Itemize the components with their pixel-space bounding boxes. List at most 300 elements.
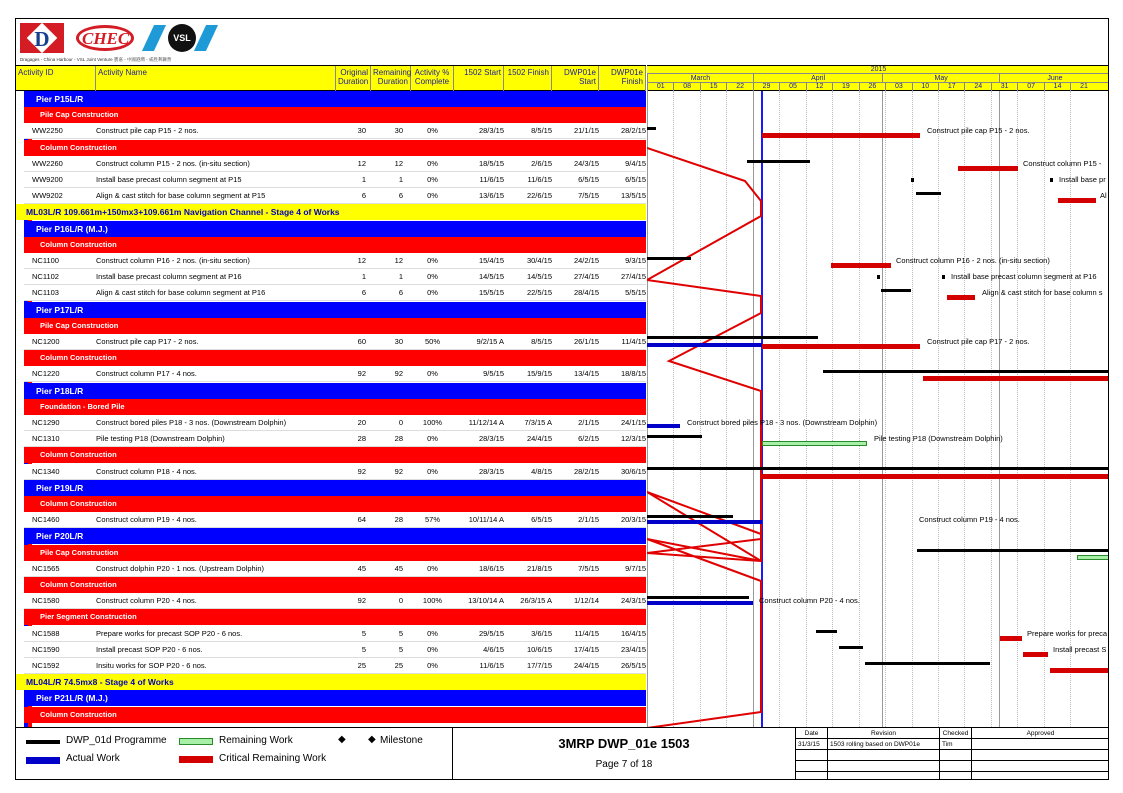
cell-df: 24/3/15 [620,596,646,606]
revision-cell: 31/3/15 [796,739,828,750]
gantt-bar-crit[interactable] [958,166,1018,171]
gantt-bar-label: Construct column P15 - [1023,158,1102,168]
cell-pct: 0% [427,369,438,379]
cell-pct: 0% [427,628,438,638]
milestone-mark[interactable] [877,275,880,279]
cell-id: NC1103 [32,288,59,298]
cell-pct: 0% [427,191,438,201]
revision-cell [828,772,940,780]
cell-rem: 6 [398,191,403,201]
cell-orig: 45 [357,563,366,573]
cell-id: NC1290 [32,418,60,427]
cell-orig: 28 [357,434,366,444]
gantt-bar-actual[interactable] [647,601,753,605]
cell-orig: 92 [357,596,366,606]
cell-f1502: 30/4/15 [526,256,552,265]
gantt-bar-prog[interactable] [839,646,863,649]
cell-pct: 0% [427,466,438,476]
gantt-bar-prog[interactable] [865,662,990,665]
gantt-bar-prog[interactable] [647,336,818,339]
revision-cell [940,772,972,780]
cell-id: NC1590 [32,644,60,654]
cell-ds: 28/4/15 [573,288,599,298]
timescale-week: 14 [1044,83,1070,91]
gantt-bar-crit[interactable] [831,263,891,268]
gantt-bar-prog[interactable] [647,515,733,518]
cell-s1502: 9/5/15 [483,369,504,379]
cell-df: 26/5/15 [620,661,646,670]
col-activity-name[interactable]: Activity Name [96,66,336,91]
gantt-bar-label: Install base pr [1059,175,1106,184]
timescale-week: 03 [885,83,911,91]
timescale-week: 15 [700,83,726,91]
cell-ds: 26/1/15 [573,337,599,346]
timescale-month: March [647,74,753,83]
gantt-bar-label: Construct column P20 - 4 nos. [759,596,860,606]
timescale-week: 22 [726,83,752,91]
cell-ds: 6/5/15 [578,175,599,184]
gantt-bar-prog[interactable] [647,435,702,438]
cell-pct: 100% [422,596,443,606]
timescale [647,65,1109,91]
wbs-stage-band[interactable] [16,674,646,690]
cell-ds: 2/1/15 [578,515,599,525]
cell-rem: 6 [398,288,403,298]
wbs-pier-band[interactable] [24,383,646,399]
gantt-bar-prog[interactable] [747,160,810,163]
cell-s1502: 11/12/14 A [468,418,504,427]
gantt-bar-crit[interactable] [1023,652,1048,657]
gantt-bar-crit[interactable] [762,344,920,349]
band-label: Pier P19L/R [36,482,84,493]
revision-cell [940,761,972,772]
cell-name: Construct column P19 - 4 nos. [96,515,197,525]
wbs-pier-band[interactable] [24,690,646,706]
cell-orig: 1 [361,272,366,282]
cell-f1502: 3/6/15 [531,628,552,638]
cell-s1502: 14/5/15 [478,272,504,282]
cell-pct: 0% [427,256,438,265]
column-header [16,65,646,91]
cell-rem: 5 [398,644,403,654]
band-label: Pier P16L/R (M.J.) [36,223,108,234]
gantt-bar-label: Construct pile cap P15 - 2 nos. [927,126,1030,136]
activity-row[interactable] [24,593,646,609]
legend-programme-swatch [26,740,60,744]
revision-header: Approved [972,728,1109,739]
cell-orig: 30 [357,126,366,136]
band-label: Pile Cap Construction [40,320,119,330]
milestone-mark[interactable] [942,275,945,279]
cell-orig: 20 [357,418,366,427]
gantt-bar-crit[interactable] [762,133,920,138]
band-label: Column Construction [40,239,117,249]
cell-name: Construct column P17 - 4 nos. [96,369,197,379]
cell-f1502: 4/8/15 [531,466,552,476]
activity-row[interactable] [24,188,646,204]
gantt-bar-crit[interactable] [1000,636,1022,641]
milestone-mark[interactable] [1050,178,1053,182]
band-label: Pier P15L/R [36,94,84,104]
cell-df: 24/1/15 [620,418,646,427]
activity-row[interactable] [24,658,646,674]
dragages-logo-letter: D [34,27,50,51]
gantt-chart-area [647,91,1109,727]
cell-rem: 1 [398,272,403,282]
cell-ds: 17/4/15 [573,644,599,654]
activity-row[interactable] [24,285,646,301]
cell-orig: 6 [361,288,366,298]
cell-rem: 12 [394,256,403,265]
band-label: Pier Segment Construction [40,612,137,622]
wbs-work-band[interactable] [24,707,646,723]
gantt-bar-prog[interactable] [647,467,1109,470]
cell-rem: 25 [394,661,403,670]
cell-df: 5/5/15 [625,288,646,298]
revision-cell [972,750,1109,761]
cell-id: NC1340 [32,466,60,476]
activity-row[interactable] [24,464,646,480]
revision-cell: 1503 rolling based on DWP01e [828,739,940,750]
cell-f1502: 22/5/15 [526,288,552,298]
cell-ds: 24/2/15 [573,256,599,265]
band-label: Pier P17L/R [36,304,84,315]
wbs-work-band[interactable] [24,350,646,366]
revision-header: Date [796,728,828,739]
revision-header: Revision [828,728,940,739]
col-1502-finish[interactable]: 1502 Finish [504,66,552,91]
cell-orig: 12 [357,256,366,265]
band-label: Pile Cap Construction [40,110,119,120]
gantt-bar-label: Install base precast column segment at P16 [951,272,1097,282]
revision-cell [828,761,940,772]
activity-row[interactable] [24,415,646,431]
timescale-week: 12 [806,83,832,91]
cell-pct: 100% [422,418,443,427]
cell-id: WW9200 [32,175,63,184]
activity-row[interactable] [24,431,646,447]
band-label: Pier P18L/R [36,385,84,396]
cell-df: 13/5/15 [620,191,646,201]
gantt-bar-crit[interactable] [1058,198,1096,203]
cell-f1502: 8/5/15 [531,126,552,136]
col-original-duration[interactable]: Original Duration [336,66,371,91]
cell-df: 23/4/15 [620,644,646,654]
col-activity-id[interactable]: Activity ID [16,66,96,91]
cell-pct: 0% [427,158,438,168]
cell-rem: 0 [398,596,403,606]
timescale-week: 29 [753,83,779,91]
gantt-bar-crit[interactable] [1050,668,1109,673]
wbs-work-band[interactable] [24,545,646,561]
cell-f1502: 24/4/15 [526,434,552,444]
timescale-week: 05 [779,83,805,91]
dragages-logo [20,23,64,53]
cell-ds: 24/3/15 [573,158,599,168]
logo-strip [16,19,656,65]
cell-rem: 0 [398,418,403,427]
cell-rem: 28 [394,515,403,525]
cell-rem: 30 [394,337,403,346]
cell-f1502: 6/5/15 [531,515,552,525]
timescale-week: 19 [832,83,858,91]
timescale-week: 24 [964,83,990,91]
cell-pct: 0% [427,661,438,670]
cell-s1502: 13/6/15 [478,191,504,201]
gantt-bar-remain[interactable] [1077,555,1109,560]
cell-df: 30/6/15 [620,466,646,476]
wbs-work-band[interactable] [24,496,646,512]
milestone-mark[interactable] [911,178,914,182]
col-1502-start[interactable]: 1502 Start [454,66,504,91]
col-pct-complete[interactable]: Activity % Complete [411,66,454,91]
cell-name: Construct column P20 - 4 nos. [96,596,197,606]
activity-row[interactable] [24,366,646,382]
gantt-bar-prog[interactable] [647,127,656,130]
band-label: ML04L/R 74.5mx8 - Stage 4 of Works [26,677,174,688]
cell-pct: 0% [427,434,438,444]
wbs-pier-band[interactable] [24,302,646,318]
cell-id: NC1100 [32,256,59,265]
band-label: Column Construction [40,142,117,152]
cell-rem: 92 [394,369,403,379]
revision-cell [972,772,1109,780]
cell-s1502: 11/6/15 [479,175,504,184]
cell-name: Construct column P15 - 2 nos. (in-situ section) [96,158,250,168]
gantt-bar-prog[interactable] [916,192,941,195]
footer [16,727,1109,780]
revision-cell [940,750,972,761]
cell-id: NC1220 [32,369,60,379]
cell-s1502: 13/10/14 A [468,596,504,606]
cell-df: 12/3/15 [620,434,646,444]
cell-pct: 57% [424,515,440,525]
activity-row[interactable] [24,561,646,577]
cell-f1502: 8/5/15 [531,337,552,346]
cell-s1502: 9/2/15 A [476,337,504,346]
cell-df: 18/8/15 [620,369,646,379]
gantt-bar-actual[interactable] [647,343,762,347]
cell-orig: 5 [361,644,366,654]
band-label: Pile Cap Construction [40,547,119,557]
gantt-bar-prog[interactable] [647,596,749,599]
cell-pct: 0% [427,644,438,654]
cell-id: NC1200 [32,337,60,346]
revision-table [796,728,1109,780]
legend-milestone-icon: ◆ [368,734,376,745]
cell-rem: 12 [394,158,403,168]
timescale-week: 17 [938,83,964,91]
vsl-logo-text: VSL [168,24,196,52]
wbs-work-band[interactable] [24,237,646,253]
cell-name: Construct column P16 - 2 nos. (in-situ section) [96,256,250,265]
wbs-work-band[interactable] [24,140,646,156]
wbs-pier-band[interactable] [24,528,646,544]
revision-cell: Tim [940,739,972,750]
diamond-icon: ◆ [338,734,346,745]
cell-id: WW2250 [32,126,63,136]
timescale-week: 31 [991,83,1017,91]
cell-name: Pile testing P18 (Downstream Dolphin) [96,434,225,444]
cell-orig: 12 [357,158,366,168]
cell-name: Install base precast column segment at P15 [96,175,242,184]
cell-name: Construct pile cap P17 - 2 nos. [96,337,199,346]
legend-critical: Critical Remaining Work [219,753,327,764]
legend-remaining-swatch [179,738,213,745]
legend-actual-swatch [26,757,60,764]
cell-rem: 92 [394,466,403,476]
cell-ds: 7/5/15 [578,191,599,201]
cell-orig: 1 [361,175,366,184]
activity-row[interactable] [24,156,646,172]
gantt-bar-prog[interactable] [823,370,1109,373]
band-label: Column Construction [40,450,117,460]
cell-id: NC1102 [32,272,59,282]
wbs-pier-band[interactable] [24,480,646,496]
gantt-bar-remain[interactable] [762,441,867,446]
page-number: Page 7 of 18 [595,759,653,770]
cell-f1502: 7/3/15 A [524,418,552,427]
cell-orig: 64 [357,515,366,525]
cell-name: Prepare works for precast SOP P20 - 6 nos. [96,628,243,638]
cell-df: 27/4/15 [620,272,646,282]
timescale-week: 26 [859,83,885,91]
title-block [452,728,796,780]
cell-pct: 50% [424,337,440,346]
cell-ds: 1/12/14 [573,596,599,606]
wbs-work-band[interactable] [24,107,646,123]
timescale-year: 2015 [647,66,1109,74]
cell-rem: 28 [394,434,403,444]
cell-ds: 7/5/15 [578,563,599,573]
cell-f1502: 15/9/15 [526,369,552,379]
activity-row[interactable] [24,269,646,285]
cell-s1502: 18/6/15 [478,563,504,573]
cell-id: WW9202 [32,191,63,201]
gantt-bar-label: Construct bored piles P18 - 3 nos. (Downstream Dolphin) [687,418,878,427]
activity-row[interactable] [24,123,646,139]
band-label: Pier P21L/R (M.J.) [36,693,108,704]
cell-s1502: 28/3/15 [478,466,504,476]
band-label: Column Construction [40,499,117,508]
wbs-work-band[interactable] [24,447,646,463]
cell-f1502: 14/5/15 [526,272,552,282]
gantt-bar-prog[interactable] [917,549,1109,552]
wbs-work-band[interactable] [24,399,646,415]
cell-df: 16/4/15 [620,628,646,638]
cell-s1502: 18/5/15 [478,158,504,168]
cell-id: WW2260 [32,158,63,168]
activity-row[interactable] [24,642,646,658]
gantt-bar-label: Pile testing P18 (Downstream Dolphin) [874,434,1003,444]
cell-id: NC1460 [32,515,60,525]
gantt-bar-prog[interactable] [881,289,911,292]
cell-name: Construct pile cap P15 - 2 nos. [96,126,199,136]
activity-row[interactable] [24,512,646,528]
band-label: Column Construction [40,709,117,719]
cell-name: Install precast SOP P20 - 6 nos. [96,644,203,654]
cell-pct: 0% [427,272,438,282]
cell-id: NC1565 [32,563,60,573]
cell-orig: 5 [361,628,366,638]
cell-id: NC1588 [32,628,60,638]
gantt-bar-prog[interactable] [816,630,837,633]
cell-s1502: 28/3/15 [478,126,504,136]
cell-ds: 6/2/15 [578,434,599,444]
revision-header: Checked [940,728,972,739]
wbs-work-band[interactable] [24,577,646,593]
wbs-work-band[interactable] [24,318,646,334]
gantt-bar-actual[interactable] [647,520,762,524]
gantt-bar-label: Install precast S [1053,644,1107,654]
cell-f1502: 2/6/15 [531,158,552,168]
gantt-bar-crit[interactable] [923,376,1109,381]
cell-name: Insitu works for SOP P20 - 6 nos. [96,661,207,670]
band-label: Column Construction [40,353,117,363]
cell-ds: 28/2/15 [573,466,599,476]
gantt-bar-label: Construct column P16 - 2 nos. (in-situ section) [896,256,1050,265]
legend-programme: DWP_01d Programme [66,735,167,746]
cell-df: 9/4/15 [625,158,646,168]
wbs-pier-band[interactable] [24,221,646,237]
gantt-bar-prog[interactable] [647,257,691,260]
activity-row[interactable] [24,172,646,188]
activity-row[interactable] [24,253,646,269]
vsl-logo [144,23,216,53]
cell-id: NC1310 [32,434,60,444]
legend-milestone: Milestone [380,735,423,746]
cell-df: 9/7/15 [625,563,646,573]
cell-f1502: 22/6/15 [526,191,552,201]
gantt-bar-crit[interactable] [762,474,1109,479]
revision-cell [828,750,940,761]
col-remaining-duration[interactable]: Remaining Duration [371,66,411,91]
col-dwp-finish[interactable]: DWP01e Finish [599,66,646,91]
activity-row[interactable] [24,334,646,350]
cell-ds: 24/4/15 [573,661,599,670]
revision-cell [796,772,828,780]
gantt-bar-label: Al [1100,191,1107,201]
cell-rem: 1 [398,175,403,184]
chec-logo-text: CHEC [82,29,130,48]
activity-row[interactable] [24,626,646,642]
timescale-week: 21 [1070,83,1096,91]
cell-df: 9/3/15 [625,256,646,265]
document-title: 3MRP DWP_01e 1503 [558,736,690,751]
col-dwp-start[interactable]: DWP01e Start [552,66,599,91]
wbs-work-band[interactable] [24,609,646,625]
band-label: Pier P20L/R [36,531,84,542]
cell-df: 6/5/15 [625,175,646,184]
cell-f1502: 11/6/15 [527,175,552,184]
gantt-bar-crit[interactable] [947,295,975,300]
cell-name: Construct column P18 - 4 nos. [96,466,197,476]
wbs-pier-band[interactable] [24,91,646,107]
cell-name: Align & cast stitch for base column segment at P15 [96,191,266,201]
cell-ds: 27/4/15 [573,272,599,282]
revision-cell [796,750,828,761]
cell-s1502: 10/11/14 A [468,515,504,525]
cell-s1502: 4/6/15 [483,644,504,654]
joint-venture-text: Dragages - China Harbour - VSL Joint Venture 寶嘉 - 中國港灣 - 威胜利聯營 [20,57,172,62]
wbs-stage-band[interactable] [16,204,646,220]
revision-cell [972,761,1109,772]
cell-s1502: 11/6/15 [479,661,504,670]
cell-orig: 92 [357,369,366,379]
cell-pct: 0% [427,288,438,298]
gantt-bar-actual[interactable] [647,424,680,428]
cell-ds: 13/4/15 [573,369,599,379]
